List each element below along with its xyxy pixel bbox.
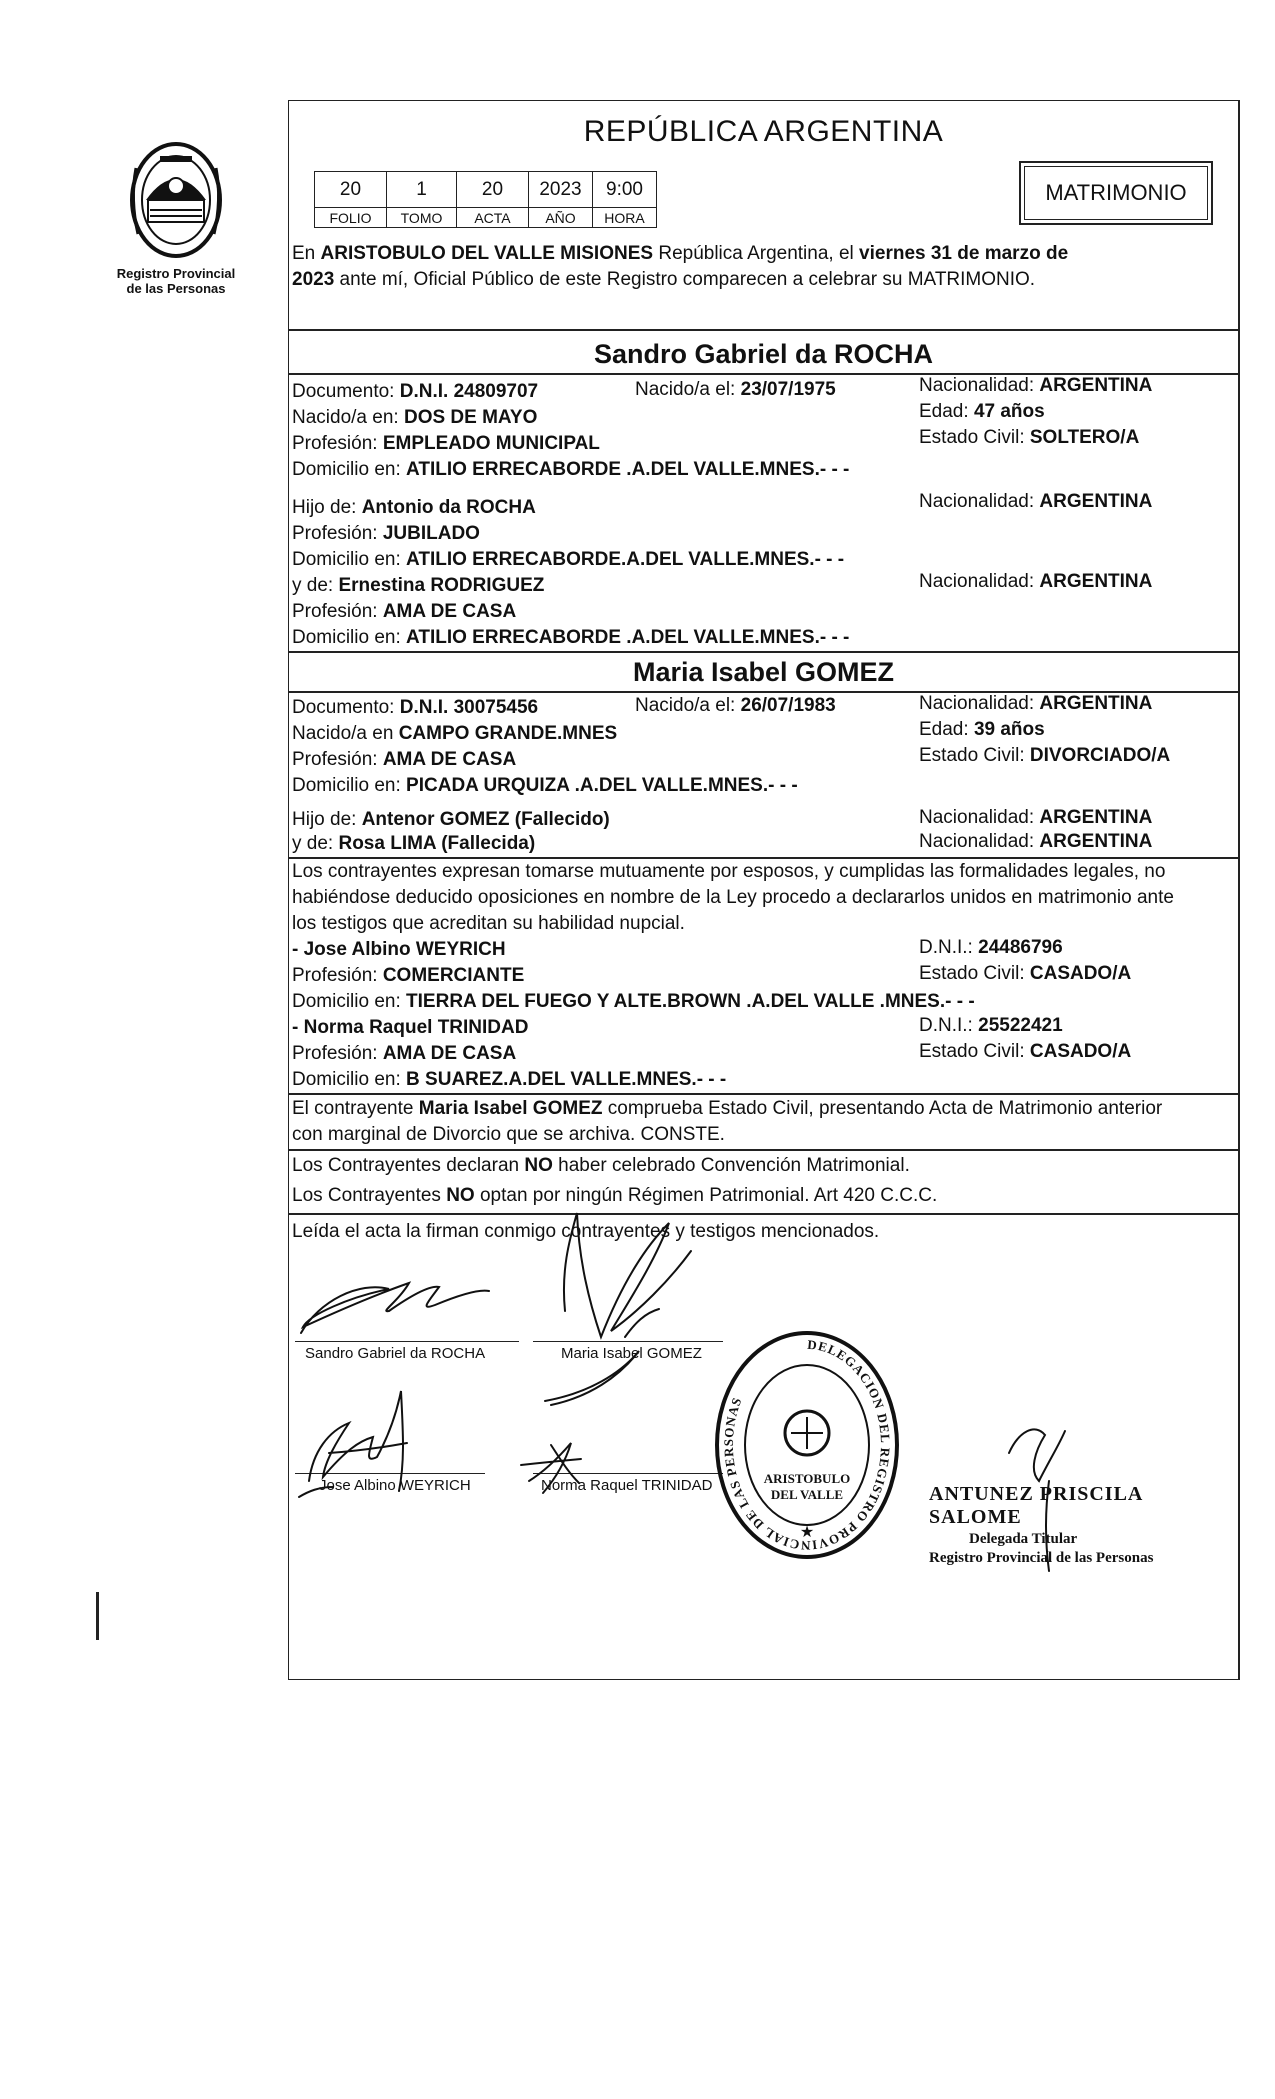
groom-name-heading: Sandro Gabriel da ROCHA (593, 339, 934, 369)
registry-stamp (707, 1323, 907, 1559)
groom-father: Antonio da ROCHA (361, 497, 536, 518)
tomo-label: TOMO (387, 208, 457, 228)
bride-address: PICADA URQUIZA .A.DEL VALLE.MNES.- - - (406, 775, 798, 796)
bride-signature-label: Maria Isabel GOMEZ (561, 1345, 702, 1362)
declaration-line-1: Los contrayentes expresan tomarse mutuamente por esposos, y cumplidas las formalidades legales, no (292, 861, 1166, 882)
groom-dni: D.N.I. 24809707 (399, 381, 539, 402)
logo-caption-line2: de las Personas (126, 281, 226, 296)
groom-birth-date: 23/07/1975 (740, 379, 836, 400)
bride-dni: D.N.I. 30075456 (399, 697, 539, 718)
witness-2-signature-label: Norma Raquel TRINIDAD (541, 1477, 713, 1494)
closing-statement: Leída el acta la firman conmigo contrayentes y testigos mencionados. (292, 1221, 880, 1242)
declaration-line-3: los testigos que acreditan su habilidad nupcial. (292, 913, 685, 934)
witness-2-profession: AMA DE CASA (382, 1043, 517, 1064)
margin-mark (96, 1592, 99, 1640)
official-name: ANTUNEZ PRISCILA SALOME (929, 1483, 1143, 1528)
groom-signature (301, 1283, 489, 1333)
intro-year: 2023 (292, 269, 335, 290)
year-value: 2023 (529, 172, 593, 208)
official-stamp-block (929, 1483, 1238, 1567)
bride-mother-nationality: ARGENTINA (1039, 831, 1153, 852)
groom-birth-place: DOS DE MAYO (403, 407, 538, 428)
groom-profession: EMPLEADO MUNICIPAL (382, 433, 600, 454)
hour-label: HORA (593, 208, 657, 228)
witness-1-signature-label: Jose Albino WEYRICH (319, 1477, 471, 1494)
hour-value: 9:00 (593, 172, 657, 208)
declaration-line-2: habiéndose deducido oposiciones en nombre de la Ley procedo a declararlos unidos en matrimonio ante (292, 887, 1174, 908)
groom-father-profession: JUBILADO (382, 523, 480, 544)
witness-1-dni: 24486796 (978, 937, 1063, 958)
witness-1-civil-status: CASADO/A (1029, 963, 1132, 984)
civil-status-note: El contrayente Maria Isabel GOMEZ comprueba Estado Civil, presentando Acta de Matrimonio anterior con marginal de Divorcio que se archiva. CONSTE. (292, 1096, 1238, 1148)
bride-name-heading: Maria Isabel GOMEZ (632, 657, 895, 687)
bride-signature (545, 1213, 691, 1405)
groom-mother: Ernestina RODRIGUEZ (338, 575, 545, 596)
intro-text-1: En (292, 243, 321, 264)
acta-type: MATRIMONIO (1024, 166, 1208, 220)
bride-mother: Rosa LIMA (Fallecida) (338, 833, 536, 854)
tomo-value: 1 (387, 172, 457, 208)
witness-2-dni: 25522421 (978, 1015, 1063, 1036)
certificate-frame: REPÚBLICA ARGENTINA 20 1 20 2023 9:00 FOLIO TOMO ACTA AÑO HORA MATRIMONIO En ARISTOBULO DEL VALLE MISIONES República Argentina, el viernes 31 de marzo de 2023 ante mí, Oficial Público de este Registro comparecen a celebrar su MATRIMONIO. Sandro Gabriel da ROCHA Documento: D.N.I. 24809707 Nacido/a el: 23/07/1975 Nacionalidad: ARGENTINA Nacido/a en: DOS DE MAYO Edad: 47 años Profesión: EMPLEADO MUNICIPAL Estado Civil: SOLTERO/A Domicilio en: ATILIO ERRECABORDE .A.DEL VALLE.MNES.- - - Hijo de: Antonio da ROCHA Nacionalidad: ARGENTINA Profesión: JUBILADO Domicilio en: ATILIO ERRECABORDE.A.DEL VALLE.MNES.- - - y de: Ernestina RODRIGUEZ Nacionalidad: ARGENTINA Profesión: AMA DE CASA Domicilio en: ATILIO ERRECABORDE .A.DEL VALLE.MNES.- - - Maria Isabel GOMEZ Documento: D.N.I. 30075456 Nacido/a el: 26/07/1983 Nacionalidad: ARGENTINA Nacido/a en CAMPO GRANDE.MNES Edad: 39 años Profesión: AMA DE CASA Estado Civil: DIVORCIADO/A Domicilio en: PICADA URQUIZA .A.DEL VALLE.MNES.- - - Hijo de: Antenor GOMEZ (Fallecido) Nacionalidad: ARGENTINA y de: Rosa LIMA (Fallecida) Nacionalidad: ARGENTINA Los contrayentes expresan tomarse mutuamente por esposos, y cumplidas las formalidades legales, no habiéndose deducido oposiciones en nombre de la Ley procedo a declararlos unidos en matrimonio ante los testigos que acreditan su habilidad nupcial. - Jose Albino WEYRICH D.N.I.: 24486796 Profesión: COMERCIANTE Estado Civil: CASADO/A Domicilio en: TIERRA DEL FUEGO Y ALTE.BROWN .A.DEL VALLE .MNES.- - - - Norma Raquel TRINIDAD D.N.I.: 25522421 Profesión: AMA DE CASA Estado Civil: CASADO/A Domicilio en: B SUAREZ.A.DEL VALLE.MNES.- - - El contrayente Maria Isabel GOMEZ comprueba Estado Civil, presentando Acta de Matrimonio anterior con marginal de Divorcio que se archiva. CONSTE. Los Contrayentes declaran NO haber celebrado Convención Matrimonial. Los Contrayentes NO optan por ningún Régimen Patrimonial. Art 420 C.C.C. Leída el acta la firman conmigo contrayentes y testigos mencionados. Sandro Gabriel da ROCHA Maria Isabel GOMEZ Jose Albino WEYRICH Norma Raquel TRINIDAD DELEGACION DEL REGISTRO PROVINCIAL DE LAS PERSONAS ARISTOBULO DEL VALLE ★ ANTUNEZ PRISCILA SALOME Delegada Titular Registro Provincial de las Personas (288, 100, 1240, 1680)
bride-birth-place: CAMPO GRANDE.MNES (398, 723, 618, 744)
stamp-inner-text-2: DEL VALLE (770, 1487, 844, 1502)
folio-value: 20 (315, 172, 387, 208)
folio-label: FOLIO (315, 208, 387, 228)
groom-civil-status: SOLTERO/A (1029, 427, 1140, 448)
stamp-inner-text-1: ARISTOBULO (763, 1471, 851, 1486)
groom-mother-profession: AMA DE CASA (382, 601, 517, 622)
official-office: Registro Provincial de las Personas (929, 1550, 1154, 1566)
note-line-2: con marginal de Divorcio que se archiva. CONSTE. (292, 1124, 725, 1145)
groom-nationality: ARGENTINA (1039, 375, 1153, 396)
document-title: REPÚBLICA ARGENTINA (583, 115, 944, 148)
bride-civil-status: DIVORCIADO/A (1029, 745, 1171, 766)
witness-1-profession: COMERCIANTE (382, 965, 525, 986)
bride-profession: AMA DE CASA (382, 749, 517, 770)
witness-1-signature (299, 1391, 407, 1497)
witness-2-signature (521, 1443, 581, 1493)
intro-text-2: República Argentina, el (653, 243, 860, 264)
witness-1-address: TIERRA DEL FUEGO Y ALTE.BROWN .A.DEL VALLE .MNES.- - - (406, 991, 975, 1012)
stamp-ring-text: DELEGACION DEL REGISTRO PROVINCIAL DE LAS PERSONAS (720, 1336, 894, 1554)
bride-nationality: ARGENTINA (1039, 693, 1153, 714)
regime-no-1: NO (524, 1155, 553, 1176)
groom-father-address: ATILIO ERRECABORDE.A.DEL VALLE.MNES.- - - (406, 549, 845, 570)
logo-caption-line1: Registro Provincial (116, 266, 236, 281)
regime-paragraph: Los Contrayentes declaran NO haber celebrado Convención Matrimonial. Los Contrayentes NO optan por ningún Régimen Patrimonial. Art 420 C.C.C. (292, 1155, 938, 1206)
witness-1-name: - Jose Albino WEYRICH (292, 939, 506, 960)
official-role: Delegada Titular (969, 1531, 1078, 1547)
intro-date: viernes 31 de marzo de (859, 243, 1069, 264)
groom-signature-label: Sandro Gabriel da ROCHA (305, 1345, 486, 1362)
registry-logo (106, 138, 246, 296)
intro-text-3: ante mí, Oficial Público de este Registro comparecen a celebrar su MATRIMONIO. (334, 269, 1036, 290)
bride-birth-date: 26/07/1983 (740, 695, 836, 716)
acta-value: 20 (457, 172, 529, 208)
stamp-star-icon: ★ (799, 1522, 815, 1541)
witness-2-civil-status: CASADO/A (1029, 1041, 1132, 1062)
groom-age: 47 años (973, 401, 1045, 422)
note-bride-name: Maria Isabel GOMEZ (418, 1098, 603, 1119)
bride-father: Antenor GOMEZ (Fallecido) (361, 809, 610, 830)
regime-no-2: NO (446, 1185, 475, 1206)
provincial-coat-of-arms-icon (126, 138, 226, 262)
groom-mother-address: ATILIO ERRECABORDE .A.DEL VALLE.MNES.- - - (406, 627, 850, 648)
bride-age: 39 años (973, 719, 1045, 740)
witness-2-address: B SUAREZ.A.DEL VALLE.MNES.- - - (406, 1069, 727, 1090)
year-label: AÑO (529, 208, 593, 228)
groom-father-nationality: ARGENTINA (1039, 491, 1153, 512)
witness-2-name: - Norma Raquel TRINIDAD (292, 1017, 529, 1038)
intro-place: ARISTOBULO DEL VALLE MISIONES (320, 243, 654, 264)
acta-label: ACTA (457, 208, 529, 228)
groom-mother-nationality: ARGENTINA (1039, 571, 1153, 592)
bride-father-nationality: ARGENTINA (1039, 807, 1153, 828)
groom-address: ATILIO ERRECABORDE .A.DEL VALLE.MNES.- - - (406, 459, 850, 480)
